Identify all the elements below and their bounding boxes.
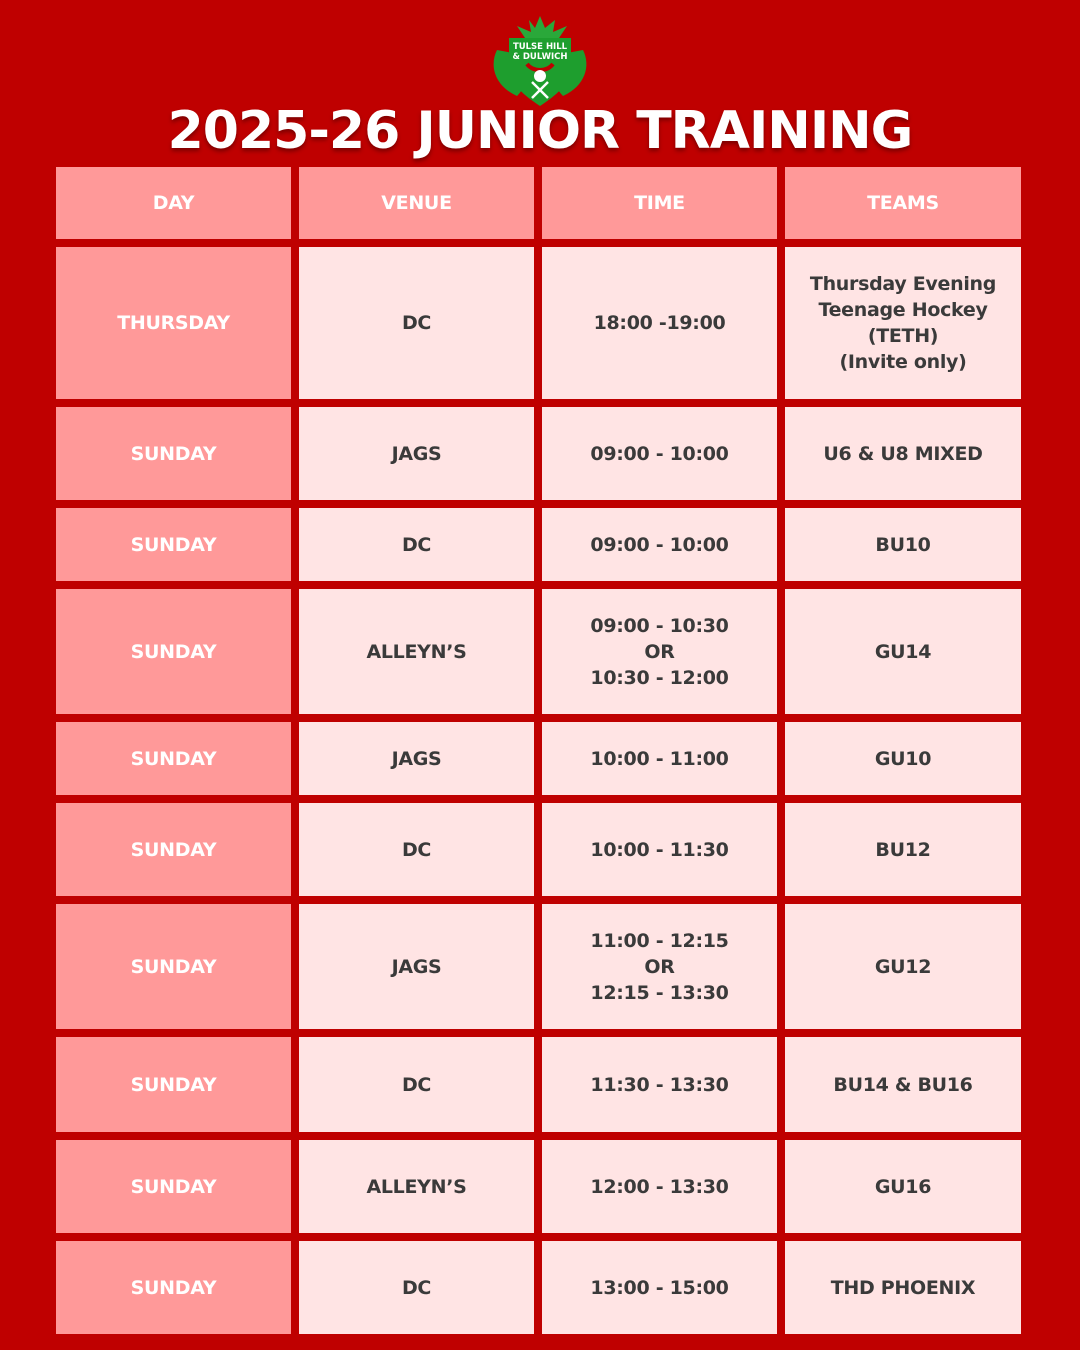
row-9-time: 12:00 - 13:30: [542, 1140, 777, 1233]
row-3-venue: DC: [299, 508, 534, 581]
row-2-teams: U6 & U8 MIXED: [785, 407, 1021, 500]
page-title: 2025-26 JUNIOR TRAINING: [167, 101, 913, 161]
row-6-teams: BU12: [785, 803, 1021, 896]
row-4-teams: GU14: [785, 589, 1021, 714]
row-9-teams: GU16: [785, 1140, 1021, 1233]
row-3-time: 09:00 - 10:00: [542, 508, 777, 581]
logo-text-line2: & DULWICH: [512, 52, 568, 62]
club-logo: [487, 16, 593, 108]
row-8-venue: DC: [299, 1037, 534, 1132]
row-2-time: 09:00 - 10:00: [542, 407, 777, 500]
logo-text-line1: TULSE HILL: [512, 42, 568, 52]
row-1-venue: DC: [299, 247, 534, 399]
row-10-teams: THD PHOENIX: [785, 1241, 1021, 1334]
row-6-venue: DC: [299, 803, 534, 896]
row-7-day: SUNDAY: [56, 904, 291, 1029]
row-10-venue: DC: [299, 1241, 534, 1334]
row-10-day: SUNDAY: [56, 1241, 291, 1334]
row-9-venue: ALLEYN’S: [299, 1140, 534, 1233]
row-6-time: 10:00 - 11:30: [542, 803, 777, 896]
row-5-venue: JAGS: [299, 722, 534, 795]
column-header-venue: VENUE: [299, 167, 534, 239]
column-header-day: DAY: [56, 167, 291, 239]
row-8-day: SUNDAY: [56, 1037, 291, 1132]
row-6-day: SUNDAY: [56, 803, 291, 896]
row-3-day: SUNDAY: [56, 508, 291, 581]
training-schedule-table: [56, 167, 1022, 1334]
row-1-day: THURSDAY: [56, 247, 291, 399]
row-4-day: SUNDAY: [56, 589, 291, 714]
row-5-teams: GU10: [785, 722, 1021, 795]
row-10-time: 13:00 - 15:00: [542, 1241, 777, 1334]
row-1-teams: Thursday Evening Teenage Hockey (TETH) (Invite only): [785, 247, 1021, 399]
row-5-day: SUNDAY: [56, 722, 291, 795]
row-1-time: 18:00 -19:00: [542, 247, 777, 399]
row-2-day: SUNDAY: [56, 407, 291, 500]
column-header-teams: TEAMS: [785, 167, 1021, 239]
row-4-venue: ALLEYN’S: [299, 589, 534, 714]
row-8-time: 11:30 - 13:30: [542, 1037, 777, 1132]
row-3-teams: BU10: [785, 508, 1021, 581]
row-5-time: 10:00 - 11:00: [542, 722, 777, 795]
column-header-time: TIME: [542, 167, 777, 239]
row-8-teams: BU14 & BU16: [785, 1037, 1021, 1132]
row-7-teams: GU12: [785, 904, 1021, 1029]
row-9-day: SUNDAY: [56, 1140, 291, 1233]
row-7-time: 11:00 - 12:15 OR 12:15 - 13:30: [542, 904, 777, 1029]
row-4-time: 09:00 - 10:30 OR 10:30 - 12:00: [542, 589, 777, 714]
row-7-venue: JAGS: [299, 904, 534, 1029]
row-2-venue: JAGS: [299, 407, 534, 500]
